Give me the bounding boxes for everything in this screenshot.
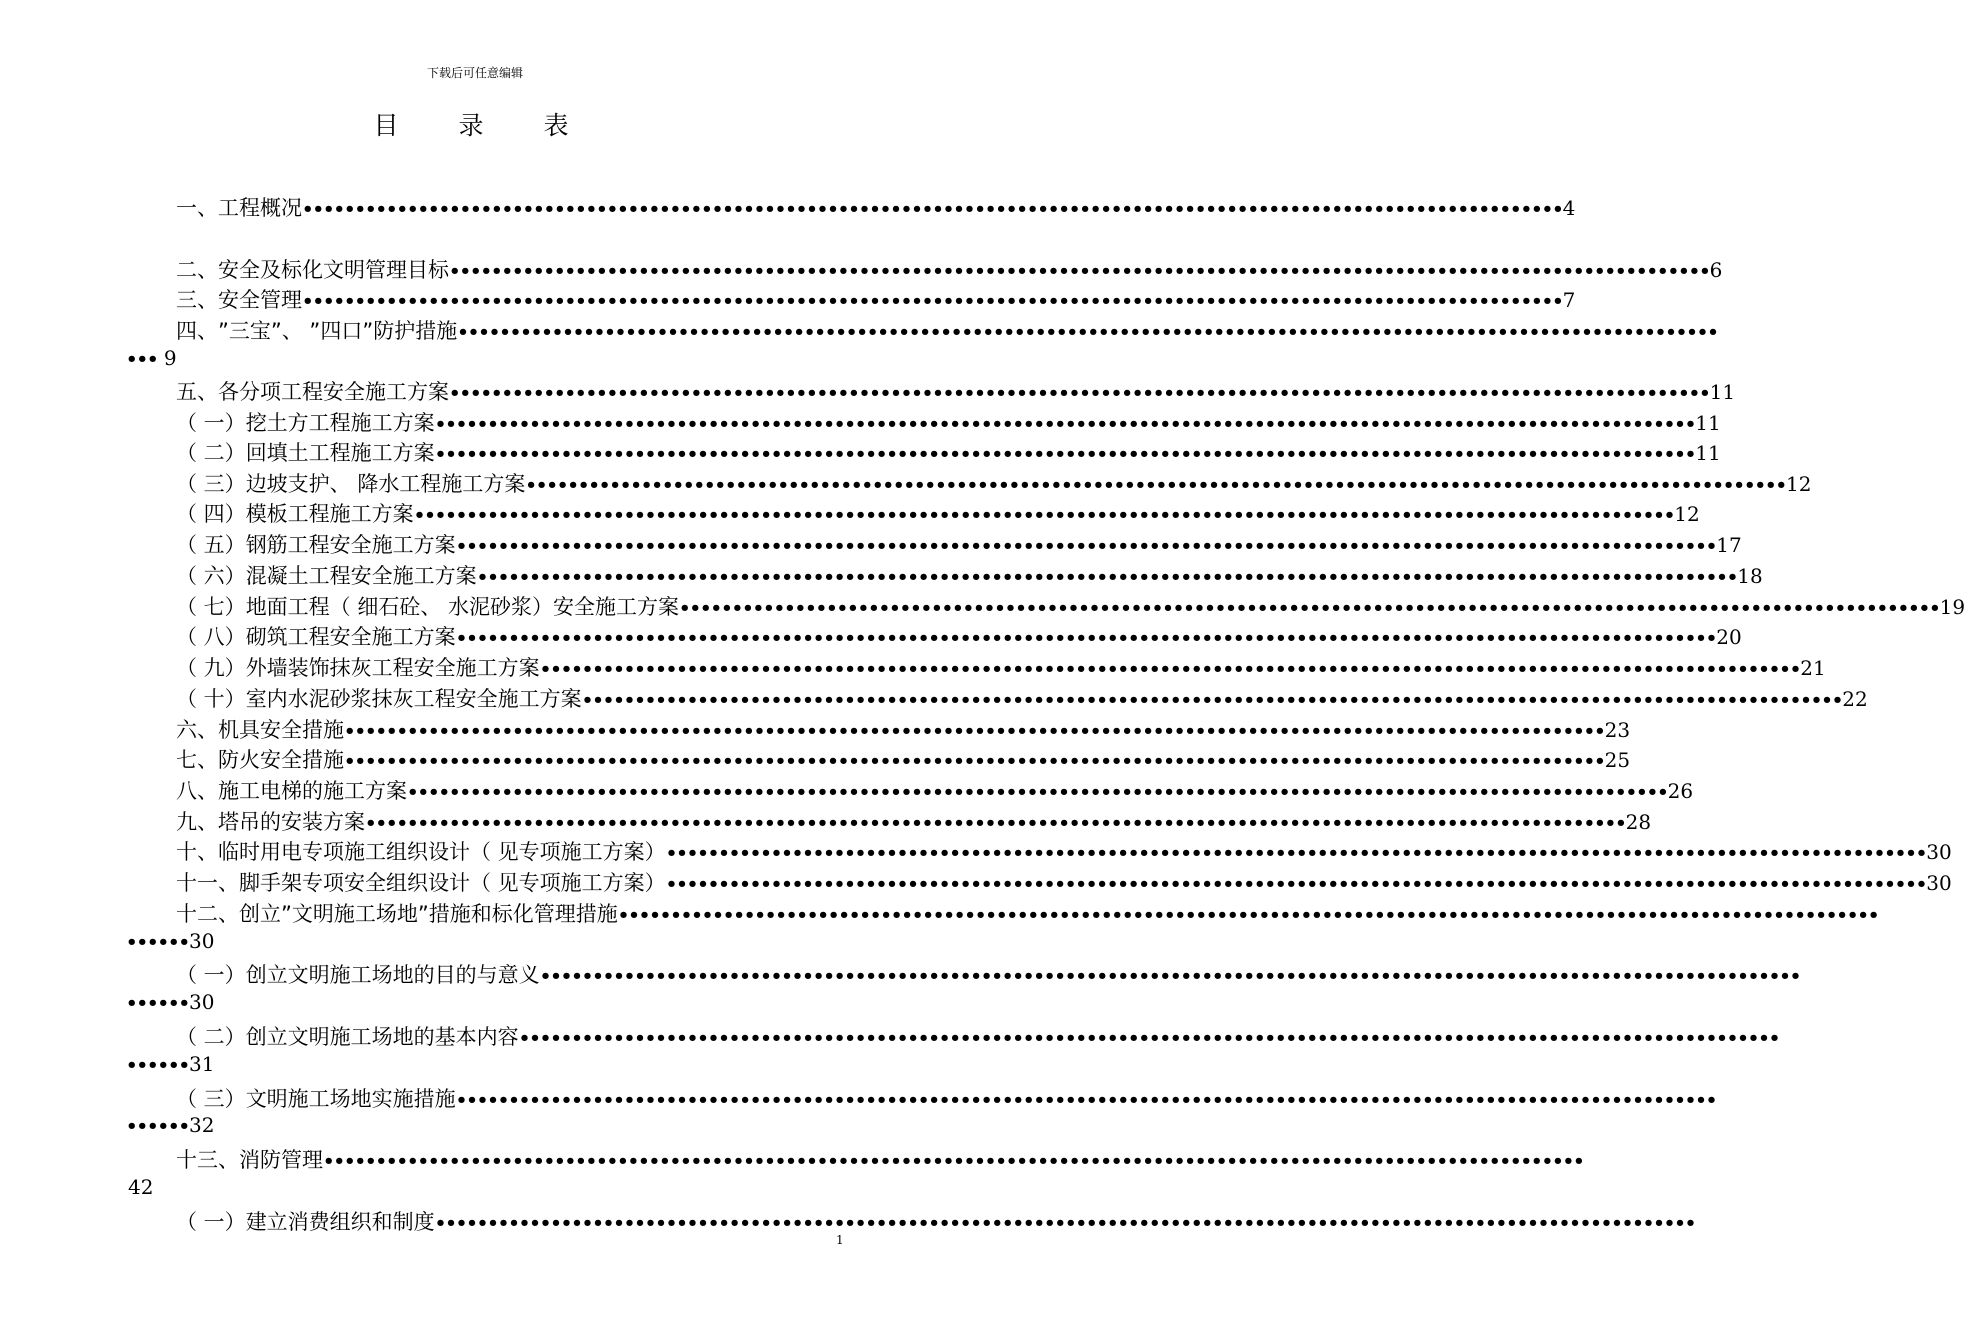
toc-entry-number: （ 二）: [176, 1025, 246, 1049]
toc-dot-leader: ••••••••••••••••••••••••••••••••••••••••••••••••••••••••••••••••••••••••••••••••••••••••••••••••••••••••••••••••••••••••: [449, 261, 1710, 282]
toc-entry-title: 边坡支护、 降水工程施工方案: [245, 472, 526, 496]
toc-entry-page: 32: [189, 1113, 215, 1137]
toc-entry-page-wrapped: [126, 1052, 214, 1076]
toc-entry-title: 文明施工场地实施措施: [245, 1087, 456, 1111]
toc-entry-page: 9: [163, 346, 177, 370]
toc-entry[interactable]: [176, 652, 1826, 682]
toc-entry-page-wrapped: [128, 1175, 153, 1199]
toc-entry-title: 各分项工程安全施工方案: [218, 380, 449, 404]
toc-entry-number: 五、: [176, 380, 218, 404]
toc-entry-page: 11: [1709, 380, 1736, 404]
toc-entry-page: 30: [189, 929, 215, 953]
toc-entry-number: 二、: [176, 258, 218, 282]
toc-entry[interactable]: [176, 744, 1631, 774]
toc-dot-leader: ••••••••••••••••••••••••••••••••••••••••••••••••••••••••••••••••••••••••••••••••••••••••••••••••••••••••••••••••••••••••: [617, 905, 1879, 926]
toc-dot-leader: ••••••••••••••••••••••••••••••••••••••••••••••••••••••••••••••••••••••••••••••••••••••••••••••••••••••••••••••••••••••••: [434, 414, 1696, 435]
toc-dot-leader: ••••••: [126, 993, 190, 1014]
toc-entry-number: 十三、: [176, 1148, 239, 1172]
toc-dot-leader: ••••••••••••••••••••••••••••••••••••••••••••••••••••••••••••••••••••••••••••••••••••••••••••••••••••••••••••••••••••••••: [455, 1090, 1717, 1111]
toc-entry[interactable]: [176, 621, 1742, 651]
toc-dot-leader: ••••••••••••••••••••••••••••••••••••••••••••••••••••••••••••••••••••••••••••••••••••••••••••••••••••••••••••••••••••••••: [344, 721, 1605, 742]
toc-dot-leader: ••••••: [126, 1055, 190, 1076]
toc-dot-leader: ••••••••••••••••••••••••••••••••••••••••••••••••••••••••••••••••••••••••••••••••••••••••••••••••••••••••••••••••••••••••: [413, 505, 1675, 526]
toc-entry[interactable]: [176, 898, 1879, 928]
toc-entry-number: （ 一）: [176, 411, 246, 435]
toc-dot-leader: ••••••••••••••••••••••••••••••••••••••••••••••••••••••••••••••••••••••••••••••••••••••••••••••••••••••••••••••••••••••••: [518, 1028, 1780, 1049]
toc-entry-page: 31: [189, 1052, 215, 1076]
toc-entry[interactable]: [176, 1144, 1584, 1174]
toc-entry[interactable]: [176, 1206, 1696, 1236]
toc-dot-leader: ••••••••••••••••••••••••••••••••••••••••••••••••••••••••••••••••••••••••••••••••••••••••••••••••••••••••••••••••••••••••: [407, 782, 1668, 803]
toc-entry-title: 模板工程施工方案: [245, 502, 414, 526]
toc-entry-page: 30: [189, 990, 215, 1014]
toc-entry[interactable]: [176, 468, 1812, 498]
toc-entry[interactable]: [176, 254, 1723, 284]
toc-entry-number: （ 八）: [176, 625, 246, 649]
toc-dot-leader: ••••••••••••••••••••••••••••••••••••••••••••••••••••••••••••••••••••••••••••••••••••••••••••••••••••••••••••••••••••••••: [539, 659, 1801, 680]
toc-entry-page: 11: [1695, 411, 1721, 435]
toc-entry[interactable]: [176, 376, 1736, 406]
toc-entry-title: 创立文明施工场地的目的与意义: [245, 963, 540, 987]
toc-entry-title: 工程概况: [218, 196, 302, 220]
toc-dot-leader: ••••••••••••••••••••••••••••••••••••••••••••••••••••••••••••••••••••••••••••••••••••••••••••••••••••••••••••••••••••••••: [434, 1213, 1696, 1234]
toc-entry-title: 外墙装饰抹灰工程安全施工方案: [245, 656, 540, 680]
toc-entry[interactable]: [176, 836, 1952, 866]
toc-entry-page: 23: [1604, 718, 1631, 742]
toc-entry-title: ”三宝”、 ”四口”防护措施: [218, 319, 458, 343]
toc-entry-number: 四、: [176, 319, 218, 343]
toc-entry-number: （ 七）: [176, 595, 246, 619]
toc-entry-title: 防火安全措施: [218, 748, 344, 772]
toc-entry[interactable]: [176, 529, 1742, 559]
toc-entry[interactable]: [176, 498, 1700, 528]
toc-entry[interactable]: [176, 437, 1721, 467]
toc-entry-title: 安全及标化文明管理目标: [218, 258, 449, 282]
toc-entry[interactable]: [176, 315, 1718, 345]
toc-entry-number: 八、: [176, 779, 218, 803]
toc-entry-title: 回填土工程施工方案: [245, 441, 435, 465]
toc-dot-leader: ••••••••••••••••••••••••••••••••••••••••••••••••••••••••••••••••••••••••••••••••••••••••••••••••••••••••••••••••••••••••: [665, 874, 1927, 895]
toc-entry-page: 26: [1667, 779, 1694, 803]
toc-entry-page: 12: [1674, 502, 1700, 526]
toc-entry-page: 42: [128, 1175, 154, 1199]
toc-dot-leader: ••••••••••••••••••••••••••••••••••••••••••••••••••••••••••••••••••••••••••••••••••••••••••••••••••••••••••••••••••••••••: [679, 598, 1940, 619]
toc-entry[interactable]: [176, 560, 1763, 590]
toc-entry-number: 十一、: [176, 871, 239, 895]
toc-dot-leader: ••••••: [126, 1116, 190, 1137]
toc-entry[interactable]: [176, 683, 1868, 713]
toc-entry-number: （ 六）: [176, 564, 246, 588]
toc-entry-page: 28: [1625, 810, 1652, 834]
toc-dot-leader: ••••••••••••••••••••••••••••••••••••••••••••••••••••••••••••••••••••••••••••••••••••••••••••••••••••••••••••••••••••••••: [476, 567, 1738, 588]
toc-dot-leader: ••••••: [126, 932, 190, 953]
page-header: 下载后可任意编辑: [426, 66, 523, 80]
page-number: 1: [836, 1233, 844, 1247]
toc-entry-number: （ 十）: [176, 687, 246, 711]
toc-entry-page-wrapped: [126, 990, 214, 1014]
toc-entry[interactable]: [176, 959, 1801, 989]
toc-entry-title: 临时用电专项施工组织设计（ 见专项施工方案）: [218, 840, 666, 864]
toc-entry-number: （ 一）: [176, 963, 246, 987]
toc-entry-page-wrapped: [126, 929, 214, 953]
toc-entry-number: （ 五）: [176, 533, 246, 557]
toc-entry-title: 钢筋工程安全施工方案: [245, 533, 456, 557]
toc-entry-page: 19: [1939, 595, 1965, 619]
toc-entry[interactable]: [176, 1083, 1717, 1113]
toc-entry-number: 六、: [176, 718, 218, 742]
toc-dot-leader: ••••••••••••••••••••••••••••••••••••••••••••••••••••••••••••••••••••••••••••••••••••••••••••••••••••••••••••••••••••••••: [525, 475, 1786, 496]
toc-entry-title: 施工电梯的施工方案: [218, 779, 407, 803]
toc-dot-leader: ••••••••••••••••••••••••••••••••••••••••••••••••••••••••••••••••••••••••••••••••••••••••••••••••••••••••••••••••••••••••: [455, 536, 1717, 557]
toc-entry-page: 6: [1709, 258, 1723, 282]
toc-dot-leader: ••••••••••••••••••••••••••••••••••••••••••••••••••••••••••••••••••••••••••••••••••••••••••••••••••••••••••••••••••••••••: [581, 690, 1843, 711]
toc-entry[interactable]: [176, 714, 1631, 744]
toc-entry-page: 7: [1562, 288, 1576, 312]
toc-dot-leader: ••••••••••••••••••••••••••••••••••••••••••••••••••••••••••••••••••••••••••••••••••••••••••••••••••••••••••••••••••••••••: [323, 1151, 1584, 1172]
toc-entry-number: （ 四）: [176, 502, 246, 526]
toc-entry-page-wrapped: [126, 1113, 214, 1137]
toc-entry-page: 21: [1800, 656, 1826, 680]
toc-dot-leader: ••••••••••••••••••••••••••••••••••••••••••••••••••••••••••••••••••••••••••••••••••••••••••••••••••••••••••••••••••••••••: [302, 199, 1563, 220]
toc-dot-leader: •••: [126, 349, 158, 370]
toc-entry-number: 三、: [176, 288, 218, 312]
toc-entry[interactable]: [176, 407, 1721, 437]
toc-entry-page: 4: [1562, 196, 1576, 220]
toc-entry[interactable]: [176, 806, 1652, 836]
toc-entry-title: 创立”文明施工场地”措施和标化管理措施: [239, 902, 618, 926]
toc-entry-page: 25: [1604, 748, 1631, 772]
toc-entry-number: （ 九）: [176, 656, 246, 680]
toc-entry[interactable]: [176, 1021, 1780, 1051]
toc-entry-number: （ 一）: [176, 1210, 246, 1234]
toc-entry-number: 一、: [176, 196, 218, 220]
toc-entry-title: 安全管理: [218, 288, 302, 312]
document-title: 目 录 表: [373, 111, 595, 140]
toc-entry-page-wrapped: [126, 346, 177, 370]
toc-entry-title: 塔吊的安装方案: [218, 810, 365, 834]
toc-entry-number: （ 二）: [176, 441, 246, 465]
toc-entry-page: 18: [1737, 564, 1763, 588]
toc-entry[interactable]: [176, 775, 1694, 805]
toc-entry[interactable]: [176, 591, 1965, 621]
toc-entry-title: 机具安全措施: [218, 718, 344, 742]
toc-dot-leader: ••••••••••••••••••••••••••••••••••••••••••••••••••••••••••••••••••••••••••••••••••••••••••••••••••••••••••••••••••••••••: [457, 322, 1718, 343]
toc-entry-title: 创立文明施工场地的基本内容: [245, 1025, 519, 1049]
toc-dot-leader: ••••••••••••••••••••••••••••••••••••••••••••••••••••••••••••••••••••••••••••••••••••••••••••••••••••••••••••••••••••••••: [455, 628, 1717, 649]
toc-entry-number: 十二、: [176, 902, 239, 926]
toc-entry-title: 地面工程（ 细石砼、 水泥砂浆）安全施工方案: [245, 595, 680, 619]
toc-entry-page: 22: [1842, 687, 1868, 711]
toc-entry-page: 12: [1785, 472, 1812, 496]
toc-entry-title: 建立消费组织和制度: [245, 1210, 435, 1234]
toc-entry-title: 消防管理: [239, 1148, 323, 1172]
toc-entry-number: （ 三）: [176, 1087, 246, 1111]
toc-entry-title: 挖土方工程施工方案: [245, 411, 435, 435]
toc-dot-leader: ••••••••••••••••••••••••••••••••••••••••••••••••••••••••••••••••••••••••••••••••••••••••••••••••••••••••••••••••••••••••: [302, 291, 1563, 312]
toc-dot-leader: ••••••••••••••••••••••••••••••••••••••••••••••••••••••••••••••••••••••••••••••••••••••••••••••••••••••••••••••••••••••••: [434, 444, 1696, 465]
toc-entry-page: 20: [1716, 625, 1742, 649]
toc-entry-page: 30: [1926, 871, 1952, 895]
toc-dot-leader: ••••••••••••••••••••••••••••••••••••••••••••••••••••••••••••••••••••••••••••••••••••••••••••••••••••••••••••••••••••••••: [365, 813, 1626, 834]
toc-entry-title: 砌筑工程安全施工方案: [245, 625, 456, 649]
toc-entry-page: 30: [1926, 840, 1952, 864]
toc-entry[interactable]: [176, 867, 1952, 897]
toc-dot-leader: ••••••••••••••••••••••••••••••••••••••••••••••••••••••••••••••••••••••••••••••••••••••••••••••••••••••••••••••••••••••••: [344, 751, 1605, 772]
toc-entry-page: 11: [1695, 441, 1721, 465]
toc-entry-number: 十、: [176, 840, 218, 864]
toc-dot-leader: ••••••••••••••••••••••••••••••••••••••••••••••••••••••••••••••••••••••••••••••••••••••••••••••••••••••••••••••••••••••••: [449, 383, 1710, 404]
toc-entry-number: 九、: [176, 810, 218, 834]
toc-entry-number: （ 三）: [176, 472, 246, 496]
toc-dot-leader: ••••••••••••••••••••••••••••••••••••••••••••••••••••••••••••••••••••••••••••••••••••••••••••••••••••••••••••••••••••••••: [539, 966, 1801, 987]
toc-entry-title: 脚手架专项安全组织设计（ 见专项施工方案）: [239, 871, 666, 895]
toc-entry[interactable]: [176, 284, 1576, 314]
toc-entry-title: 室内水泥砂浆抹灰工程安全施工方案: [245, 687, 582, 711]
toc-entry[interactable]: [176, 192, 1576, 222]
toc-entry-title: 混凝土工程安全施工方案: [245, 564, 477, 588]
toc-entry-number: 七、: [176, 748, 218, 772]
toc-dot-leader: ••••••••••••••••••••••••••••••••••••••••••••••••••••••••••••••••••••••••••••••••••••••••••••••••••••••••••••••••••••••••: [665, 843, 1927, 864]
toc-entry-page: 17: [1716, 533, 1742, 557]
